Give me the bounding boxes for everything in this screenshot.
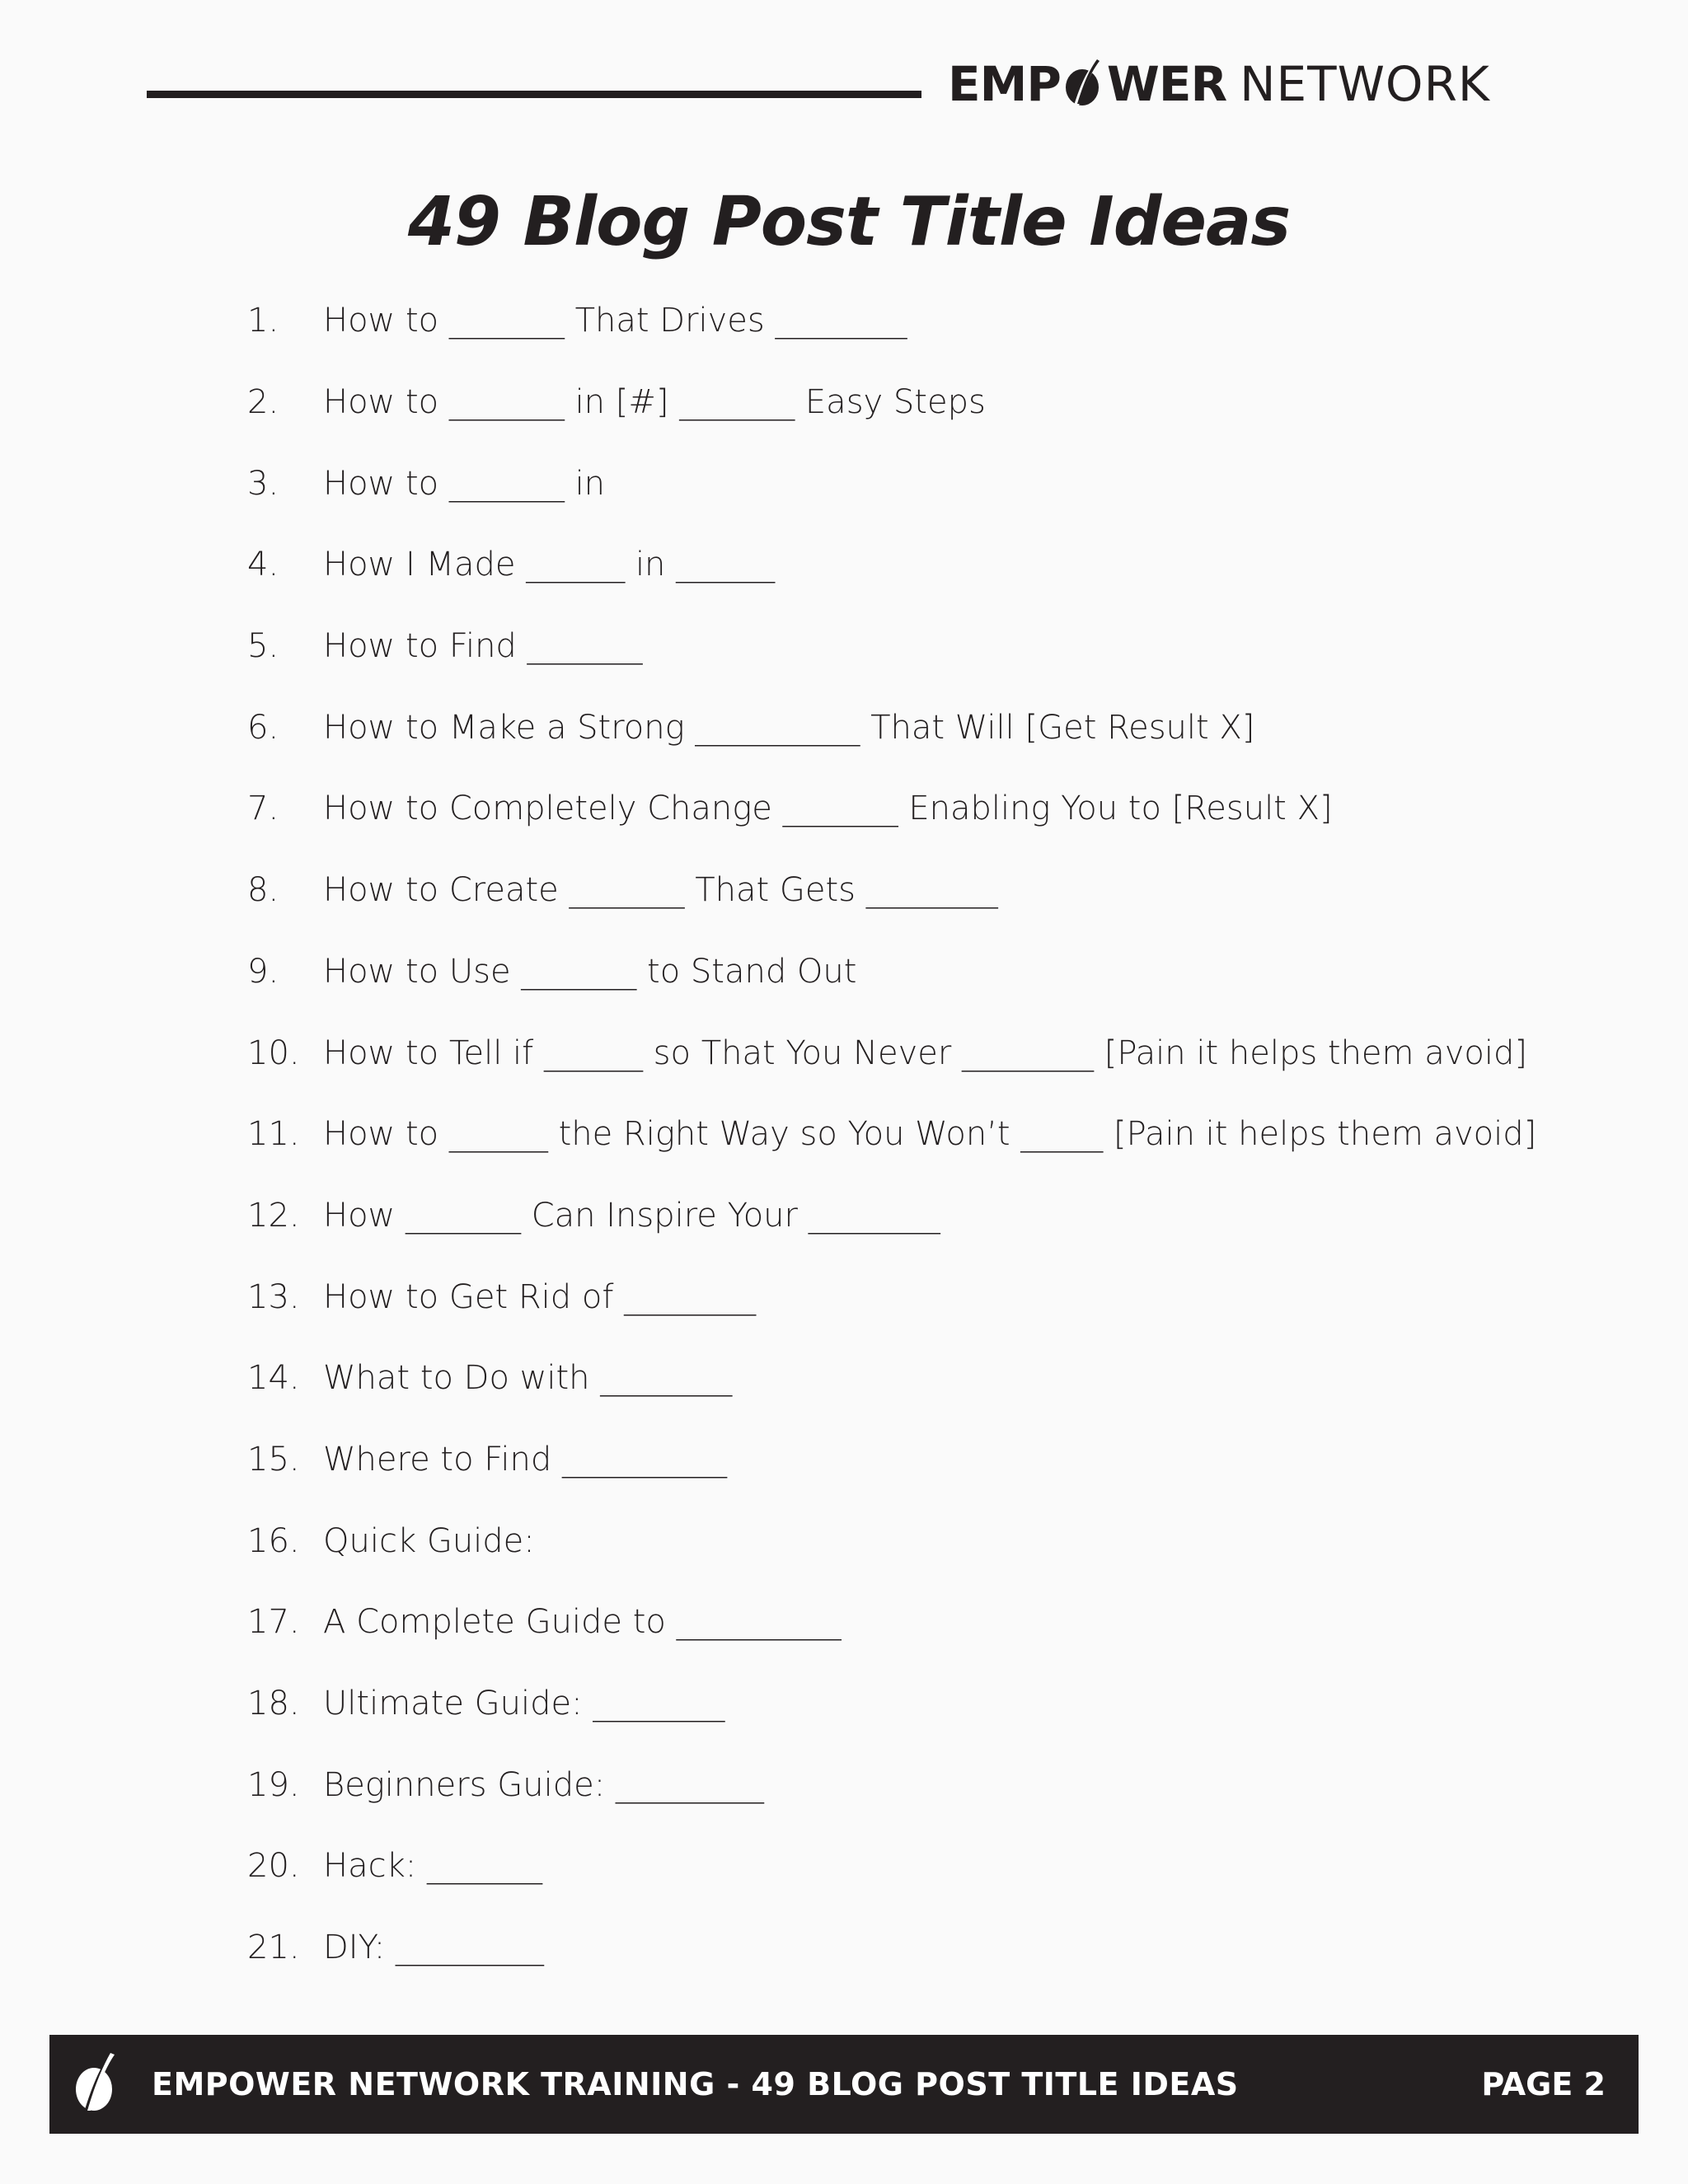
item-number: 20. bbox=[247, 1847, 300, 1886]
item-number: 5. bbox=[247, 627, 279, 666]
item-number: 12. bbox=[247, 1196, 300, 1235]
logo-bold-left: EMP bbox=[948, 56, 1061, 112]
title-ideas-list bbox=[247, 280, 1536, 1988]
list-item bbox=[247, 1419, 1536, 1501]
item-number: 13. bbox=[247, 1277, 300, 1316]
item-number: 21. bbox=[247, 1929, 300, 1967]
list-item bbox=[247, 443, 1536, 524]
list-item bbox=[247, 1175, 1536, 1257]
item-number: 16. bbox=[247, 1521, 300, 1560]
list-item bbox=[247, 687, 1536, 768]
item-number: 9. bbox=[247, 952, 279, 991]
item-number: 14. bbox=[247, 1359, 300, 1398]
list-item bbox=[247, 524, 1536, 606]
item-number: 6. bbox=[247, 708, 279, 747]
logo-wordmark-network: NETWORK bbox=[1240, 56, 1490, 112]
empower-o-feather-icon bbox=[1062, 59, 1105, 109]
page-title: 49 Blog Post Title Ideas bbox=[407, 183, 1291, 261]
footer-title: EMPOWER NETWORK TRAINING - 49 BLOG POST TITLE IDEAS bbox=[152, 2066, 1239, 2102]
list-item bbox=[247, 362, 1536, 443]
list-item bbox=[247, 1500, 1536, 1582]
list-item bbox=[247, 1582, 1536, 1663]
item-text: Quick Guide: bbox=[323, 1521, 535, 1560]
item-number: 7. bbox=[247, 790, 279, 828]
list-item bbox=[247, 1256, 1536, 1338]
item-text: What to Do with ________ bbox=[323, 1359, 733, 1398]
footer-bar bbox=[49, 2035, 1639, 2134]
list-item bbox=[247, 1012, 1536, 1094]
item-text: How to _______ in bbox=[323, 464, 606, 503]
list-item bbox=[247, 1907, 1536, 1989]
item-number: 3. bbox=[247, 464, 279, 503]
item-number: 4. bbox=[247, 546, 279, 584]
item-number: 15. bbox=[247, 1440, 300, 1479]
item-text: A Complete Guide to __________ bbox=[323, 1603, 842, 1642]
list-item bbox=[247, 280, 1536, 362]
list-item bbox=[247, 1663, 1536, 1745]
item-number: 8. bbox=[247, 871, 279, 910]
item-text: How to Create _______ That Gets ________ bbox=[323, 871, 998, 910]
item-text: Where to Find __________ bbox=[323, 1440, 727, 1479]
item-text: Ultimate Guide: ________ bbox=[323, 1685, 725, 1723]
item-text: How to Tell if ______ so That You Never ________ [Pain it helps them avoid] bbox=[323, 1033, 1527, 1072]
item-text: How to Use _______ to Stand Out bbox=[323, 952, 857, 991]
item-number: 1. bbox=[247, 302, 279, 340]
item-text: How to Make a Strong __________ That Will [Get Result X] bbox=[323, 708, 1255, 747]
logo-wordmark-bold bbox=[948, 56, 1226, 112]
list-item bbox=[247, 606, 1536, 687]
item-number: 2. bbox=[247, 383, 279, 422]
page-number: PAGE 2 bbox=[1481, 2066, 1606, 2102]
item-text: How to _______ That Drives ________ bbox=[323, 302, 907, 340]
item-number: 19. bbox=[247, 1765, 300, 1804]
item-text: How to ______ the Right Way so You Won’t _____ [Pain it helps them avoid] bbox=[323, 1115, 1537, 1154]
item-text: How I Made ______ in ______ bbox=[323, 546, 776, 584]
item-text: How to Completely Change _______ Enabling You to [Result X] bbox=[323, 790, 1333, 828]
item-text: How to _______ in [#] _______ Easy Steps bbox=[323, 383, 986, 422]
item-text: Beginners Guide: _________ bbox=[323, 1765, 764, 1804]
item-text: How to Find _______ bbox=[323, 627, 643, 666]
item-text: Hack: _______ bbox=[323, 1847, 542, 1886]
list-item bbox=[247, 1744, 1536, 1825]
item-number: 17. bbox=[247, 1603, 300, 1642]
header-rule bbox=[147, 91, 921, 98]
list-item bbox=[247, 850, 1536, 931]
list-item bbox=[247, 1825, 1536, 1907]
empower-feather-icon bbox=[69, 2051, 120, 2117]
item-number: 11. bbox=[247, 1115, 300, 1154]
item-number: 10. bbox=[247, 1033, 300, 1072]
brand-logo bbox=[948, 43, 1490, 125]
list-item bbox=[247, 1338, 1536, 1419]
item-text: DIY: _________ bbox=[323, 1929, 544, 1967]
list-item bbox=[247, 931, 1536, 1013]
list-item bbox=[247, 1094, 1536, 1175]
item-number: 18. bbox=[247, 1685, 300, 1723]
logo-bold-right: WER bbox=[1106, 56, 1227, 112]
item-text: How _______ Can Inspire Your ________ bbox=[323, 1196, 940, 1235]
item-text: How to Get Rid of ________ bbox=[323, 1277, 757, 1316]
list-item bbox=[247, 768, 1536, 850]
